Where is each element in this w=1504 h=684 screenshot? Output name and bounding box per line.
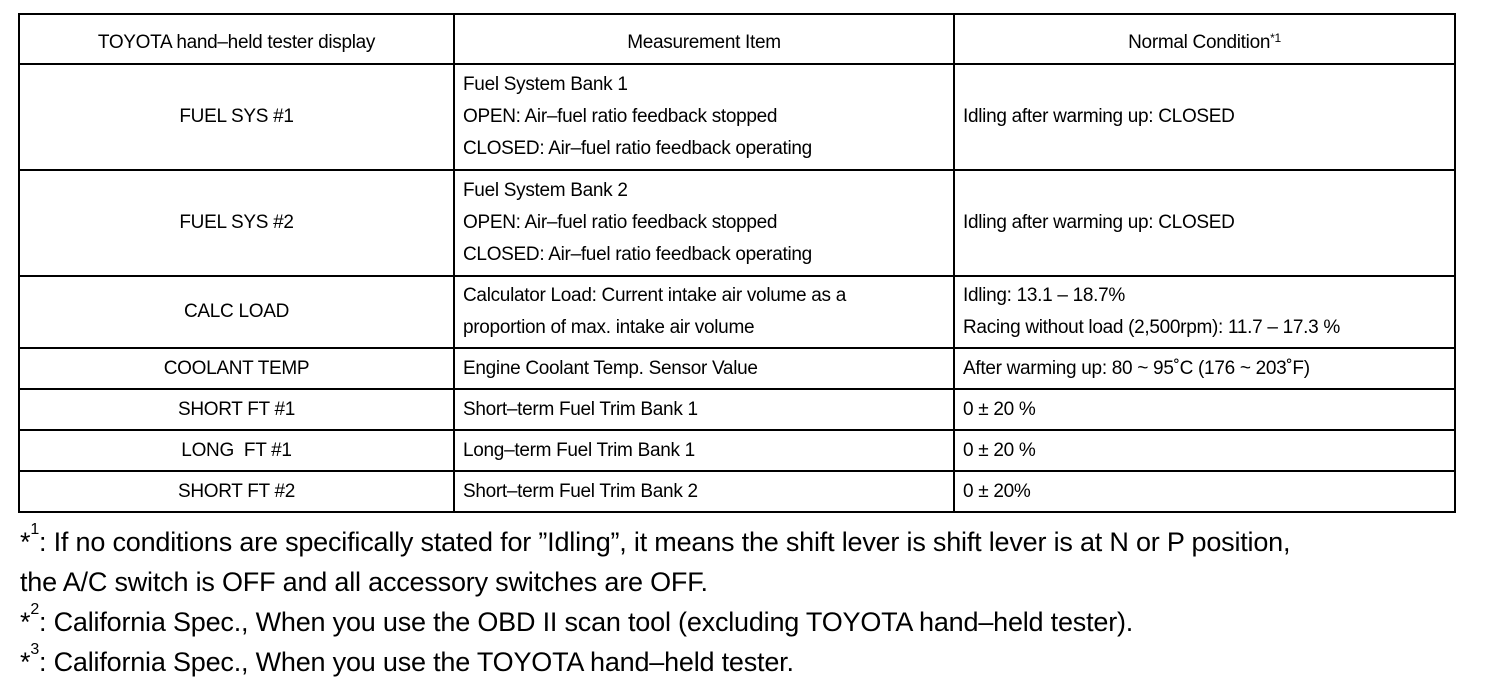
footnotes — [20, 522, 1490, 682]
normal-condition-cell: Idling after warming up: CLOSED — [954, 64, 1455, 170]
tester-display-cell: FUEL SYS #1 — [19, 64, 454, 170]
table-row — [19, 471, 1455, 512]
table-row — [19, 389, 1455, 430]
measurement-item-cell: Engine Coolant Temp. Sensor Value — [454, 348, 954, 389]
footnote-3: *$^3$: California Spec., When you use the TOYOTA hand–held tester. — [20, 641, 794, 677]
footnote-2: *$^2$: California Spec., When you use the OBD II scan tool (excluding TOYOTA hand–held tester). — [20, 601, 1134, 637]
table-row — [19, 170, 1455, 276]
tester-display-cell: SHORT FT #2 — [19, 471, 454, 512]
table-row — [19, 276, 1455, 348]
table-row — [19, 348, 1455, 389]
tester-display-cell: CALC LOAD — [19, 276, 454, 348]
footnote-1: *$^1$: If no conditions are specifically stated for ”Idling”, it means the shift lever is shift lever is at N or P position, — [20, 521, 1291, 557]
footnote-mark: *1 — [1270, 31, 1281, 45]
header-normal-condition: Normal Condition$^{*1}$ — [954, 14, 1455, 64]
measurement-item-cell: Calculator Load: Current intake air volume as a proportion of max. intake air volume — [454, 276, 954, 348]
tester-display-cell: COOLANT TEMP — [19, 348, 454, 389]
table-row — [19, 430, 1455, 471]
measurement-item-cell: Short–term Fuel Trim Bank 2 — [454, 471, 954, 512]
footnote-1-continued: the A/C switch is OFF and all accessory switches are OFF. — [20, 567, 708, 597]
normal-condition-cell: 0 ± 20 % — [954, 389, 1455, 430]
normal-condition-cell: 0 ± 20 % — [954, 430, 1455, 471]
normal-condition-cell: Idling after warming up: CLOSED — [954, 170, 1455, 276]
measurement-item-cell: Long–term Fuel Trim Bank 1 — [454, 430, 954, 471]
table-header-row — [19, 14, 1455, 64]
table-row — [19, 64, 1455, 170]
normal-condition-cell: After warming up: 80 ~ 95˚C (176 ~ 203˚F) — [954, 348, 1455, 389]
measurement-item-cell: Fuel System Bank 1 OPEN: Air–fuel ratio feedback stopped CLOSED: Air–fuel ratio feedback operating — [454, 64, 954, 170]
spec-table — [18, 13, 1456, 513]
tester-display-cell: FUEL SYS #2 — [19, 170, 454, 276]
header-tester-display: TOYOTA hand–held tester display — [19, 14, 454, 64]
normal-condition-cell: Idling: 13.1 – 18.7% Racing without load (2,500rpm): 11.7 – 17.3 % — [954, 276, 1455, 348]
header-measurement-item: Measurement Item — [454, 14, 954, 64]
tester-display-cell: LONG FT #1 — [19, 430, 454, 471]
measurement-item-cell: Fuel System Bank 2 OPEN: Air–fuel ratio feedback stopped CLOSED: Air–fuel ratio feedback operating — [454, 170, 954, 276]
measurement-item-cell: Short–term Fuel Trim Bank 1 — [454, 389, 954, 430]
normal-condition-cell: 0 ± 20% — [954, 471, 1455, 512]
tester-display-cell: SHORT FT #1 — [19, 389, 454, 430]
